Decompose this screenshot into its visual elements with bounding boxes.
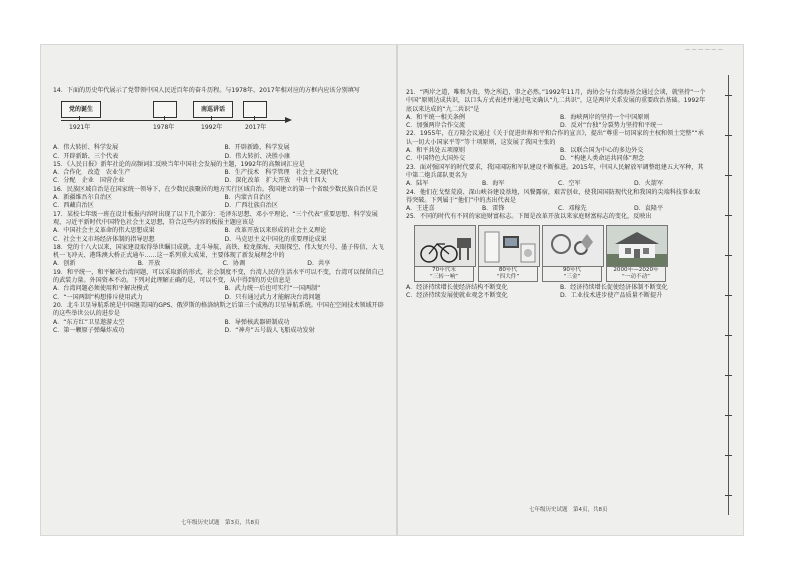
option: D．深化改革 扩大开放 中共十四大 <box>224 177 327 185</box>
option: A．中国社会主义革命的伟大思想成果 <box>53 227 155 235</box>
option: A．王进喜 <box>406 205 435 213</box>
caption-label: “三金” <box>563 273 581 280</box>
option: B．以联合国为中心的多边外交 <box>560 147 644 155</box>
option: B．雷锋 <box>482 205 505 213</box>
caption-era: 80年代 <box>498 266 518 273</box>
q20-options <box>53 319 388 336</box>
option: B．改革开放以来形成的社会主义理论 <box>224 227 327 235</box>
page-4 <box>406 89 706 300</box>
q24-stem: 24．他们在戈壁荒漠、深山峡谷建设基地，风餐露宿，艰苦创业，使我国国防现代化和我国的尖端科技事业取得突破。下列属于“他们”中的杰出代表是 <box>406 188 701 204</box>
caption-era: 2000年—2020年 <box>613 266 659 273</box>
option: C．协调 <box>222 260 246 268</box>
caption-era: 70年代末 <box>432 266 456 273</box>
option: C．分配 企业 国营企业 <box>53 177 125 185</box>
option: D．只有通过武力才能解决台湾问题 <box>224 293 321 301</box>
option: C．西藏自治区 <box>53 202 94 210</box>
house-image <box>606 225 668 267</box>
exam-paper <box>40 44 744 536</box>
q18-stem: 18．党的十八大以来，国家建设取得举世瞩目成就。北斗导航、高铁、蛟龙探海、天眼探空、伟大复兴号、墨子传信、大飞机一飞冲天、港珠澳大桥正式通车……这一系列重大成果，主要体现了新发展理念中的 <box>53 243 384 260</box>
q14-stem: 14．下面的历史年代展示了党带领中国人民近百年的奋斗历程。与1978年、2017年相对应的方框内应该分别填写 <box>53 87 360 94</box>
option: B．导弹核武器研制成功 <box>224 318 290 326</box>
option: C．空军 <box>558 180 581 188</box>
q15-stem: 15．《人民日报》新年社论的高频词汇反映当年中国社会发展的主题，1992年的高频词汇应是 <box>53 160 305 168</box>
q25-image-4 <box>606 225 666 282</box>
option: D．广西壮族自治区 <box>224 202 278 210</box>
option: A．和平统一相关条例 <box>406 113 466 121</box>
q14-timeline <box>61 99 301 141</box>
option: A．合作化 改造 农业生产 <box>53 169 131 177</box>
page-fold <box>396 45 398 535</box>
option: A．“东方红”卫星遨游太空 <box>53 318 125 326</box>
option: C．第一颗原子弹爆炸成功 <box>53 326 125 334</box>
option: D．“构建人类命运共同体”理念 <box>560 155 645 163</box>
option: C．开辟新路、三个代表 <box>53 152 119 160</box>
timeline-year-1: 1921年 <box>69 124 91 132</box>
q17-stem: 17．某校七年级一班在设计板报内容时出现了以下几个部分：毛泽东思想、邓小平理论、“三个代表”重要思想、科学发展观、习近平新时代中国特色社会主义思想，符合这些内容的板报主题应该是 <box>53 210 378 226</box>
timeline-year-2: 1978年 <box>153 124 175 132</box>
caption-era: 90年代 <box>562 266 582 273</box>
q25-stem: 25．不同的时代有不同的家庭财富标志。下图是改革开放以来家庭财富标志的变化，反映出 <box>406 213 652 221</box>
option: B．海军 <box>482 180 505 188</box>
q25-image-2 <box>478 225 538 282</box>
q19-stem: 19．和平统一，和平解决台湾问题，可以采取新的形式，社会制度不变，台湾人民的生活水平可以不变，台湾可以保留自己的武装力量。外国资本不动。下列对此理解正确的是，可以不变，从中得到的历史信息是 <box>53 268 384 285</box>
q25-image-row <box>414 225 706 282</box>
option: A．新疆维吾尔自治区 <box>53 194 113 202</box>
timeline-year-4: 2017年 <box>245 124 267 132</box>
appliances-image <box>478 225 540 267</box>
option: C．“一国两制”构想排斥使用武力 <box>53 293 143 301</box>
scan-corner-mark: — — — — — — <box>685 47 723 53</box>
q20-stem: 20．北斗卫星导航系统是中国继美国的GPS、俄罗斯的格洛纳斯之后第三个成熟的卫星导航系统。中国在空间技术领域开辟的这些举世公认的进步是 <box>53 301 384 318</box>
q18-options <box>53 260 388 268</box>
option: B．开辟新路、科学发展 <box>224 144 290 152</box>
caption-label: “三转一响” <box>429 273 459 280</box>
q14-options <box>53 144 388 161</box>
arrow-icon <box>285 117 292 123</box>
caption-label: “一动不动” <box>621 273 651 280</box>
q23-options <box>406 180 706 188</box>
option: C．中国特色大国外交 <box>406 155 466 163</box>
option: C．社会主义市场经济体制的指导思想 <box>53 235 155 243</box>
option: C．邓稼先 <box>558 205 587 213</box>
option: A．台湾问题必须使用和平解决模式 <box>53 285 149 293</box>
option: B．开放 <box>137 260 161 268</box>
bicycle-sewing-machine-image <box>414 225 476 267</box>
option: D．“神舟”五号载人飞船成功发射 <box>224 326 315 334</box>
option: B．武力统一后也可实行“一国两制” <box>224 285 321 293</box>
q17-options <box>53 227 388 244</box>
q25-image-1 <box>414 225 474 282</box>
q16-stem: 16．民族区域自治是在国家统一领导下，在少数民族聚居的地方实行区域自治。我国建立的第一个省级少数民族自治区是 <box>53 185 378 193</box>
q23-stem: 23．面对强国军的时代要求，我国国防和军队建设不断推进。2015年，中国人民解放军调整组建五大军种，其中第二炮兵部队更名为 <box>406 163 704 179</box>
option: B．海峡两岸的坚持一个中国原则 <box>560 113 650 121</box>
option: D．工业技术进步使产品质量不断提升 <box>560 292 663 300</box>
option: A．陆军 <box>406 180 429 188</box>
option: B．生产技术 科学管理 社会主义现代化 <box>224 169 339 177</box>
option: C．加强两岸合作交流 <box>406 122 466 130</box>
caption-label: “四大件” <box>496 273 520 280</box>
option: A．和平共处五项原则 <box>406 147 466 155</box>
page-3 <box>53 87 388 335</box>
option: D．共享 <box>307 260 331 268</box>
timeline-box-4 <box>243 101 267 118</box>
q22-options <box>406 147 706 164</box>
gold-jewelry-image <box>542 225 604 267</box>
timeline-year-3: 1992年 <box>201 124 223 132</box>
option: A．经济持续增长使经济结构不断变化 <box>406 283 508 291</box>
timeline-box-2 <box>153 101 177 118</box>
option: A．伟大转折、科学发展 <box>53 144 119 152</box>
timeline-box-3: 南巡讲话 <box>193 101 233 118</box>
q15-options <box>53 169 388 186</box>
option: D．反对“台独”分裂势力坚持和平统一 <box>560 122 663 130</box>
q19-options <box>53 285 388 302</box>
option: D．袁隆平 <box>634 205 664 213</box>
option: C．经济持续发展使就业观念不断变化 <box>406 292 508 300</box>
page-4-footer: 七年级历史试题 第4页，共8页 <box>529 507 608 513</box>
q21-stem: 21．“两岸之道，唯和为贵，势之所趋，事之必然。”1992年11月，海协会与台湾海基会通过会谈，就坚持“一个中国”原则达成共识，以口头方式表述并通过电文确认“九二共识”，这是两岸关系发展的重要政治基础。1992年底以来达成的“九二共识”是 <box>406 89 706 113</box>
q22-stem: 22．1955年，在万隆会议通过《关于促进世界和平和合作的宣言》，提出“尊重一切国家的主权和领土完整”“承认一切大小国家平等”等十项原则，这发展了我国主张的 <box>406 130 704 146</box>
q25-image-3 <box>542 225 602 282</box>
q16-options <box>53 194 388 211</box>
option: A．创新 <box>53 260 76 268</box>
timeline-box-1: 党的诞生 <box>61 101 101 118</box>
option: B．经济持续增长促使经济体制不断变化 <box>560 283 668 291</box>
option: D．伟大转折、决胜小康 <box>224 152 291 160</box>
q25-options <box>406 284 706 301</box>
option: D．马克思主义中国化的重要理论成果 <box>224 235 327 243</box>
binding-margin-line <box>728 75 729 515</box>
page-3-footer: 七年级历史试题 第3页，共8页 <box>181 520 260 526</box>
option: B．内蒙古自治区 <box>224 194 272 202</box>
option: D．火箭军 <box>634 180 664 188</box>
q21-options <box>406 114 706 131</box>
